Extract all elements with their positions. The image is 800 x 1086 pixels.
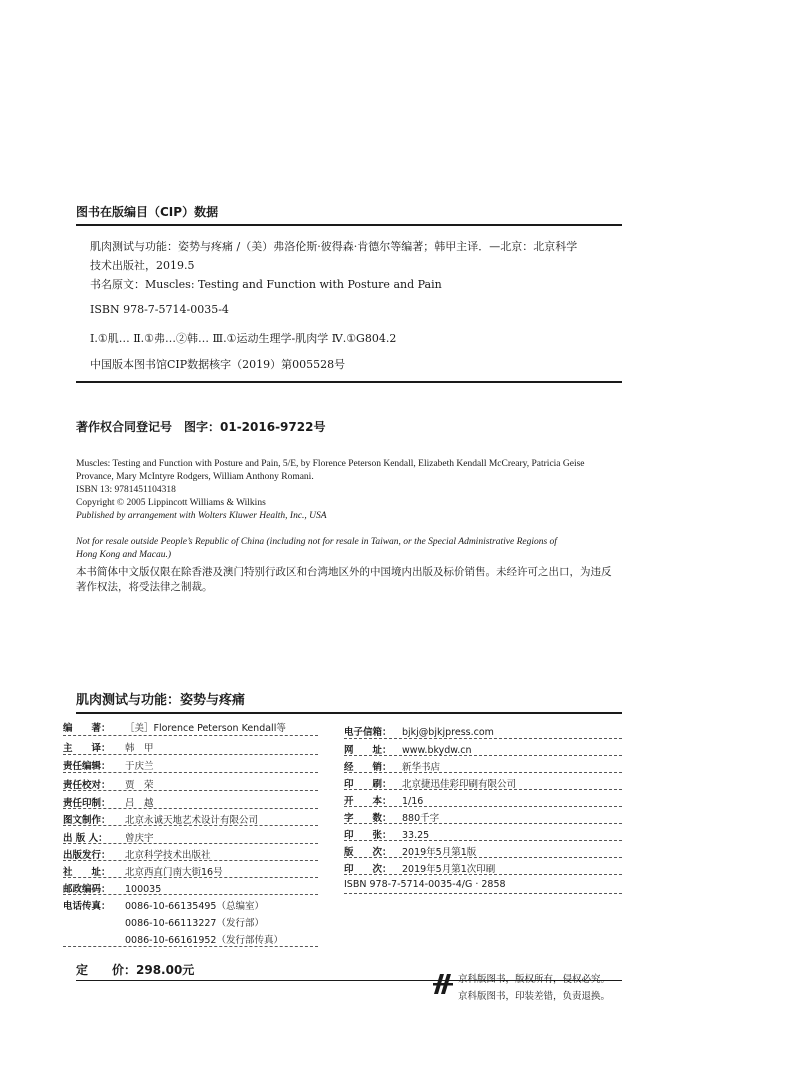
left-divider (63, 825, 318, 826)
info-row-seller: 经 销： 新华书店 (344, 762, 441, 773)
left-divider (63, 790, 318, 791)
chinese-notice-line-2: 著作权法，将受法律之制裁。 (76, 581, 213, 593)
english-line-3: ISBN 13: 9781451104318 (76, 485, 176, 495)
info-row-graphics: 图文制作： 北京永诚天地艺术设计有限公司 (63, 815, 259, 826)
info-row-phone-1: 电话传真： 0086-10-66135495（总编室） (63, 901, 264, 912)
english-line-2: Provance, Mary McIntyre Rodgers, William Anthony Romani. (76, 472, 314, 482)
publisher-notice-line-1: 京科版图书，版权所有，侵权必究。 (458, 974, 611, 985)
cip-line-3: 书名原文：Muscles: Testing and Function with Posture and Pain (90, 278, 442, 291)
info-row-editor: 责任编辑： 于庆兰 (63, 761, 154, 772)
info-row-author: 编 著： ［美］Florence Peterson Kendall等 (63, 723, 286, 734)
info-row-edition: 版 次： 2019年5月第1版 (344, 847, 477, 858)
right-divider (344, 755, 622, 756)
left-divider (63, 946, 318, 947)
info-row-printing-manager: 责任印制： 吕 越 (63, 798, 154, 809)
right-divider (344, 806, 622, 807)
info-row-website: 网 址： www.bkydw.cn (344, 745, 472, 756)
english-line-1: Muscles: Testing and Function with Posture and Pain, 5/E, by Florence Peterson Kendall, Elizabeth Kendall McCreary, Patricia Geise (76, 459, 585, 469)
info-row-proofreader: 责任校对： 贾 荣 (63, 780, 154, 791)
info-row-isbn: ISBN 978-7-5714-0035-4/G · 2858 (344, 879, 506, 890)
info-row-address: 社 址： 北京西直门南大街16号 (63, 867, 223, 878)
left-divider (63, 754, 318, 755)
book-title: 肌肉测试与功能：姿势与疼痛 (76, 693, 246, 708)
right-divider (344, 857, 622, 858)
info-row-distributor: 出版发行： 北京科学技术出版社 (63, 850, 211, 861)
info-row-translator: 主 译： 韩 甲 (63, 743, 154, 754)
right-divider (344, 840, 622, 841)
info-row-postcode: 邮政编码： 100035 (63, 884, 162, 895)
left-divider (63, 860, 318, 861)
copyright-registration: 著作权合同登记号 图字：01-2016-9722号 (76, 420, 326, 434)
right-divider (344, 874, 622, 875)
info-row-phone-2: 0086-10-66113227（发行部） (125, 918, 264, 929)
cip-title: 图书在版编目（CIP）数据 (76, 205, 219, 219)
publisher-logo-icon (432, 970, 454, 996)
cip-line-6: 中国版本图书馆CIP数据核字（2019）第005528号 (90, 358, 346, 371)
publisher-notice-line-2: 京科版图书，印装差错，负责退换。 (458, 991, 611, 1002)
info-row-printer: 印 刷： 北京捷迅佳彩印刷有限公司 (344, 779, 517, 790)
info-row-format: 开 本： 1/16 (344, 796, 424, 807)
left-divider (63, 894, 318, 895)
cip-line-2: 技术出版社，2019.5 (90, 259, 195, 272)
right-divider (344, 823, 622, 824)
right-divider (344, 789, 622, 790)
left-divider (63, 808, 318, 809)
right-divider (344, 772, 622, 773)
cip-bottom-rule (76, 381, 622, 383)
info-row-email: 电子信箱： bjkj@bjkjpress.com (344, 727, 494, 738)
chinese-notice-line-1: 本书简体中文版仅限在除香港及澳门特别行政区和台湾地区外的中国境内出版及标价销售。未经许可之出口，为违反 (76, 566, 612, 578)
cip-top-rule (76, 224, 622, 226)
english-line-4: Copyright © 2005 Lippincott Williams & Wilkins (76, 498, 266, 508)
cip-line-5: Ⅰ.①肌… Ⅱ.①弗…②韩… Ⅲ.①运动生理学-肌肉学 Ⅳ.①G804.2 (90, 332, 397, 345)
title-rule (76, 712, 622, 714)
price: 定 价：298.00元 (76, 963, 195, 977)
info-row-word-count: 字 数： 880千字 (344, 813, 440, 824)
cip-line-4: ISBN 978-7-5714-0035-4 (90, 303, 229, 316)
info-row-phone-3: 0086-10-66161952（发行部传真） (125, 935, 283, 946)
right-divider (344, 738, 622, 739)
info-row-publisher-person: 出 版 人： 曾庆宇 (63, 833, 154, 844)
info-row-sheets: 印 张： 33.25 (344, 830, 430, 841)
left-divider (63, 843, 318, 844)
english-line-5: Published by arrangement with Wolters Kluwer Health, Inc., USA (76, 511, 327, 521)
left-divider (63, 877, 318, 878)
right-divider (344, 893, 622, 894)
english-line-6: Not for resale outside People’s Republic of China (including not for resale in Taiwan, or the Special Administrative Regions of (76, 537, 557, 547)
left-divider (63, 772, 318, 773)
left-divider (63, 735, 318, 736)
info-row-print-run: 印 次： 2019年5月第1次印刷 (344, 864, 496, 875)
english-line-7: Hong Kong and Macau.) (76, 550, 171, 560)
cip-line-1: 肌肉测试与功能：姿势与疼痛 /（美）弗洛伦斯·彼得森·肯德尔等编著；韩甲主译．—北京：北京科学 (90, 240, 578, 253)
